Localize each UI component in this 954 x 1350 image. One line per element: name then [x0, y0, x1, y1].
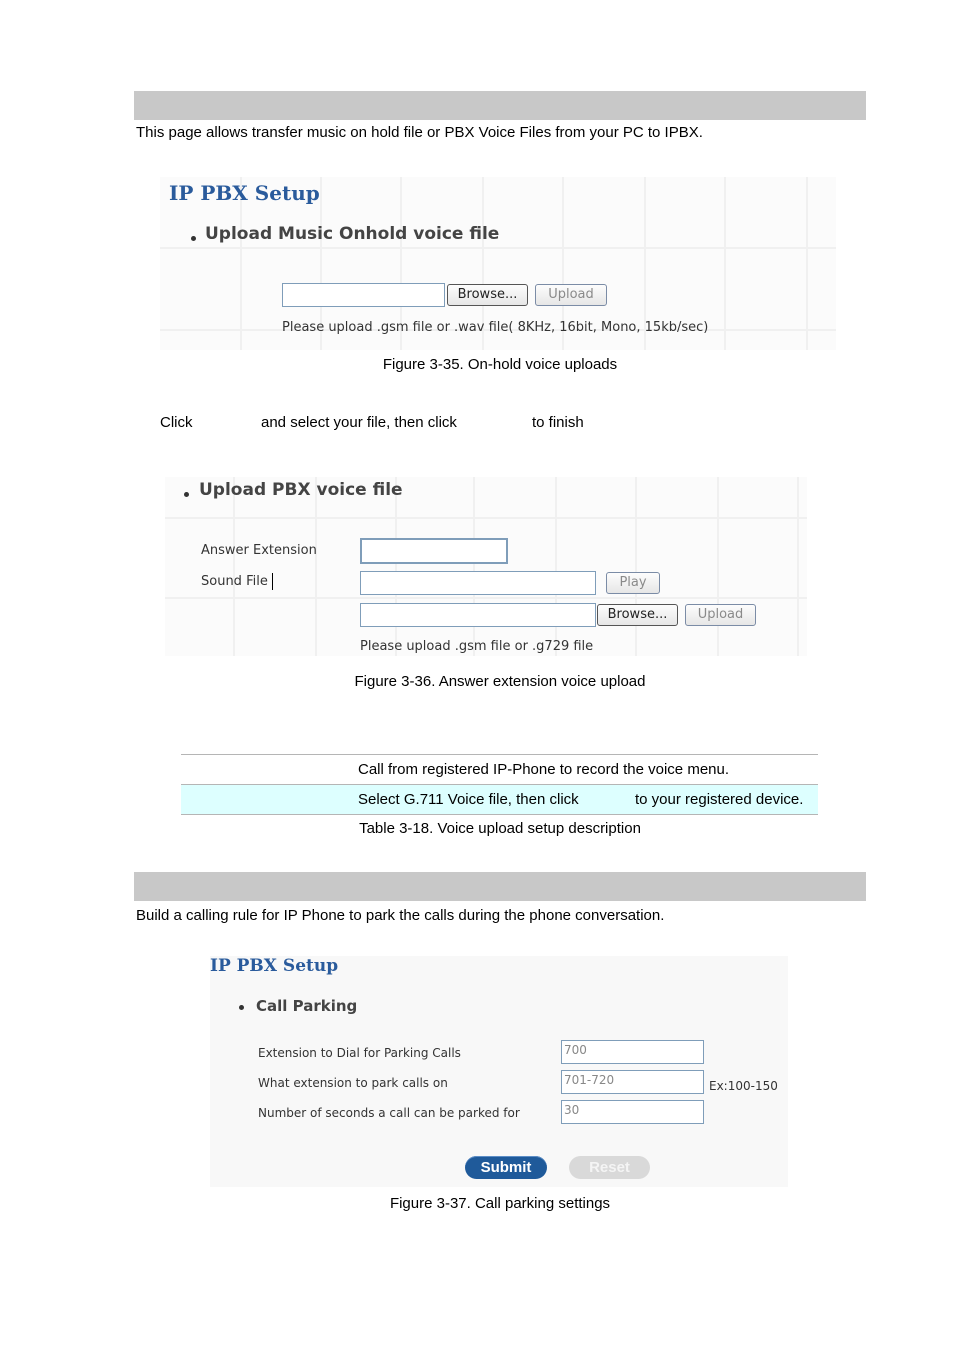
- figure-caption: Figure 3-37. Call parking settings: [389, 1195, 611, 1212]
- file-path-input[interactable]: [282, 283, 445, 307]
- instruction-middle: and select your file, then click: [261, 414, 457, 431]
- park-timeout-input[interactable]: 30: [561, 1100, 704, 1124]
- figure-caption: Figure 3-36. Answer extension voice upload: [354, 673, 646, 690]
- page-title: IP PBX Setup: [210, 956, 339, 976]
- browse-button[interactable]: Browse...: [447, 284, 528, 306]
- onhold-upload-screenshot: [160, 177, 836, 350]
- upload-hint: Please upload .gsm file or .g729 file: [360, 639, 594, 654]
- submit-button[interactable]: Submit: [465, 1156, 547, 1179]
- sound-file-select[interactable]: [360, 571, 596, 595]
- instruction-click: Click: [160, 414, 193, 431]
- section-header-bar: [134, 91, 866, 120]
- upload-button[interactable]: Upload: [535, 284, 607, 306]
- table-cell: Call from registered IP-Phone to record the voice menu.: [358, 761, 730, 778]
- park-range-label: What extension to park calls on: [258, 1076, 448, 1090]
- upload-button[interactable]: Upload: [685, 604, 756, 626]
- upload-hint: Please upload .gsm file or .wav file( 8KHz, 16bit, Mono, 15kb/sec): [282, 320, 709, 335]
- parking-extension-label: Extension to Dial for Parking Calls: [258, 1046, 461, 1060]
- answer-extension-label: Answer Extension: [201, 543, 317, 558]
- parking-extension-input[interactable]: 700: [561, 1040, 704, 1064]
- instruction-end: to finish: [532, 414, 584, 431]
- table-rule: [181, 754, 818, 755]
- section-title: Call Parking: [256, 997, 358, 1015]
- pbx-voice-upload-screenshot: [165, 477, 807, 656]
- browse-button[interactable]: Browse...: [597, 604, 678, 626]
- range-example: Ex:100-150: [709, 1079, 778, 1093]
- page-title: IP PBX Setup: [169, 181, 320, 205]
- section-header-bar: [134, 872, 866, 901]
- section-intro: Build a calling rule for IP Phone to park the calls during the phone conversation.: [136, 907, 665, 924]
- call-parking-screenshot: [210, 956, 788, 1187]
- answer-extension-input[interactable]: [360, 538, 508, 564]
- section-title: Upload Music Onhold voice file: [205, 224, 500, 244]
- table-cell: to your registered device.: [635, 791, 804, 808]
- text-cursor: [272, 573, 273, 590]
- table-cell: Select G.711 Voice file, then click: [358, 791, 579, 808]
- bullet-icon: [184, 492, 189, 497]
- figure-caption: Figure 3-35. On-hold voice uploads: [382, 356, 618, 373]
- bullet-icon: [239, 1005, 244, 1010]
- park-timeout-label: Number of seconds a call can be parked for: [258, 1106, 520, 1120]
- park-range-input[interactable]: 701-720: [561, 1070, 704, 1094]
- voice-file-path-input[interactable]: [360, 603, 596, 627]
- sound-file-label: Sound File: [201, 574, 268, 589]
- table-caption: Table 3-18. Voice upload setup description: [359, 820, 641, 837]
- bullet-icon: [191, 236, 196, 241]
- section-intro: This page allows transfer music on hold file or PBX Voice Files from your PC to IPBX.: [136, 124, 703, 141]
- table-rule: [181, 814, 818, 815]
- play-button[interactable]: Play: [606, 572, 660, 594]
- section-title: Upload PBX voice file: [199, 480, 403, 500]
- reset-button[interactable]: Reset: [569, 1156, 650, 1179]
